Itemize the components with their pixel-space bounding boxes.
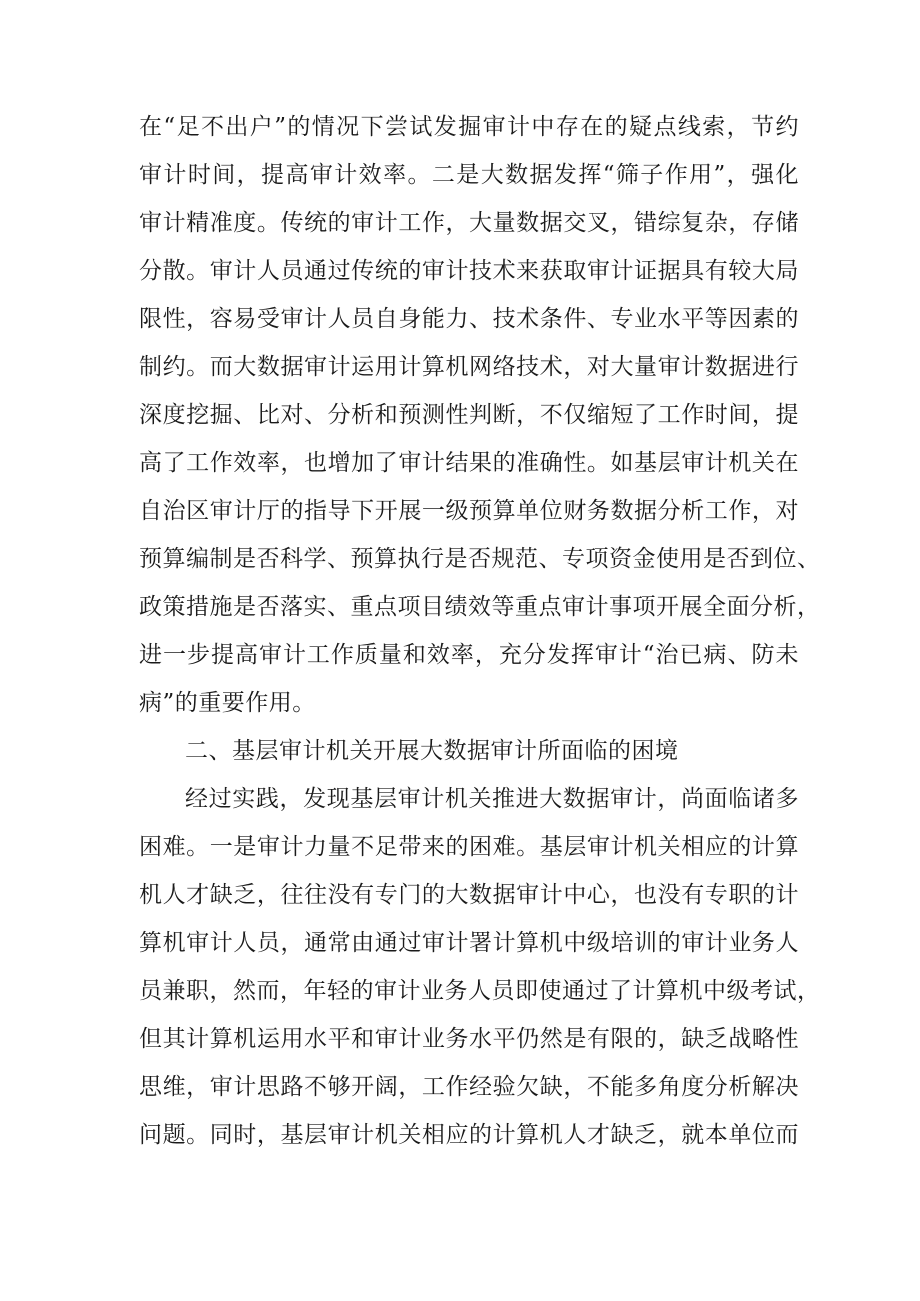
paragraph-line: 在“足不出户”的情况下尝试发掘审计中存在的疑点线索，节约 [139,114,799,140]
paragraph-1 [139,103,821,727]
body-text [139,103,821,1159]
paragraph-line: 问题。同时，基层审计机关相应的计算机人才缺乏，就本单位而 [139,1122,799,1148]
paragraph-line: 经过实践，发现基层审计机关推进大数据审计，尚面临诸多 [185,786,799,812]
paragraph-line: 制约。而大数据审计运用计算机网络技术，对大量审计数据进行 [139,354,799,380]
paragraph-line: 审计时间，提高审计效率。二是大数据发挥“筛子作用”，强化 [139,162,799,188]
paragraph-line: 算机审计人员，通常由通过审计署计算机中级培训的审计业务人 [139,930,799,956]
paragraph-2 [139,775,821,1159]
paragraph-line: 限性，容易受审计人员自身能力、技术条件、专业水平等因素的 [139,306,799,332]
section-heading: 二、基层审计机关开展大数据审计所面临的困境 [185,738,679,764]
paragraph-line: 困难。一是审计力量不足带来的困难。基层审计机关相应的计算 [139,834,799,860]
paragraph-line: 员兼职，然而，年轻的审计业务人员即使通过了计算机中级考试， [139,978,821,1004]
paragraph-line: 高了工作效率，也增加了审计结果的准确性。如基层审计机关在 [139,450,799,476]
paragraph-line: 分散。审计人员通过传统的审计技术来获取审计证据具有较大局 [139,258,799,284]
paragraph-line: 病”的重要作用。 [139,690,316,716]
paragraph-line: 政策措施是否落实、重点项目绩效等重点审计事项开展全面分析， [139,594,821,620]
paragraph-line: 思维，审计思路不够开阔，工作经验欠缺，不能多角度分析解决 [139,1074,799,1100]
paragraph-line: 进一步提高审计工作质量和效率，充分发挥审计“治已病、防未 [139,642,799,668]
paragraph-line: 机人才缺乏，往往没有专门的大数据审计中心，也没有专职的计 [139,882,799,908]
paragraph-line: 深度挖掘、比对、分析和预测性判断，不仅缩短了工作时间，提 [139,402,799,428]
paragraph-line: 审计精准度。传统的审计工作，大量数据交叉，错综复杂，存储 [139,210,799,236]
paragraph-line: 但其计算机运用水平和审计业务水平仍然是有限的，缺乏战略性 [139,1026,799,1052]
paragraph-line: 预算编制是否科学、预算执行是否规范、专项资金使用是否到位、 [139,546,821,572]
paragraph-line: 自治区审计厅的指导下开展一级预算单位财务数据分析工作，对 [139,498,799,524]
